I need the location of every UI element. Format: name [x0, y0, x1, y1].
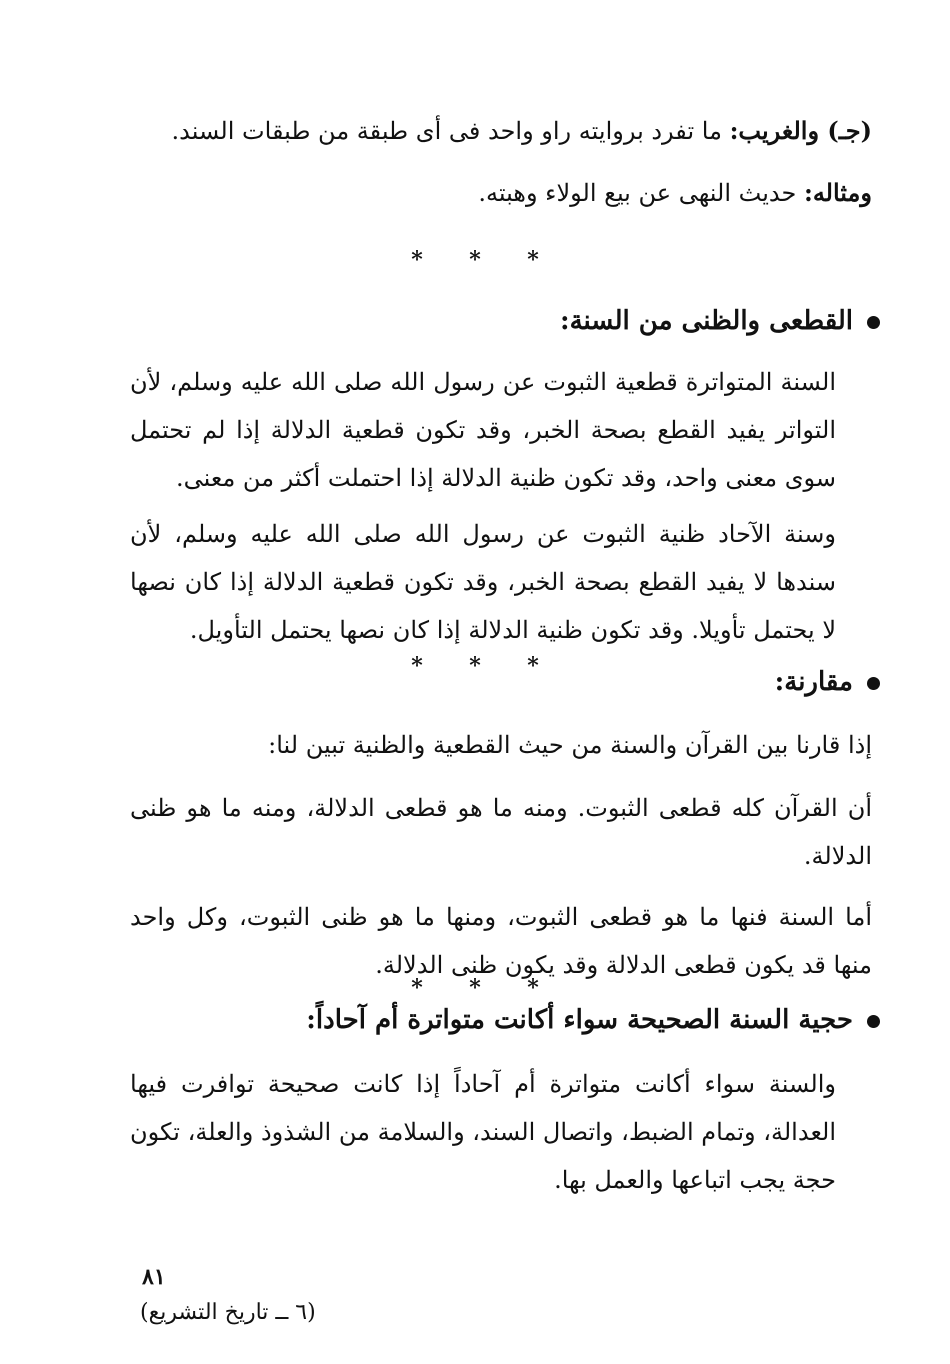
star-icon: * — [411, 247, 423, 273]
heading-muqarana-text: مقارنة: — [774, 667, 853, 697]
separator-1 — [0, 248, 950, 272]
bullet-icon — [867, 1015, 880, 1028]
star-icon: * — [527, 653, 539, 679]
footer-signature-note: (٦ ــ تاريخ التشريع) — [140, 1300, 316, 1325]
paragraph-sunna: أما السنة فنها ما هو قطعى الثبوت، ومنها ما هو ظنى الثبوت، وكل واحد منها قد يكون قطعى الدلالة وقد يكون ظنى الدلالة. — [130, 903, 872, 979]
paragraph-compare-intro: إذا قارنا بين القرآن والسنة من حيث القطعية والظنية تبين لنا: — [268, 731, 872, 759]
heading-hujjiya-text: حجية السنة الصحيحة سواء أكانت متواترة أم آحاداً: — [306, 1005, 853, 1035]
star-icon: * — [527, 247, 539, 273]
section-heading-qati — [120, 303, 880, 339]
bullet-icon — [867, 677, 880, 690]
gharib-example — [130, 176, 872, 210]
paragraph-quran: أن القرآن كله قطعى الثبوت. ومنه ما هو قطعى الدلالة، ومنه ما هو ظنى الدلالة. — [130, 794, 872, 870]
gharib-definition — [130, 114, 872, 148]
star-icon: * — [469, 247, 481, 273]
heading-qati-text: القطعى والظنى من السنة: — [560, 306, 853, 336]
bullet-icon — [867, 316, 880, 329]
star-icon: * — [411, 975, 423, 1001]
paragraph-hujjiya: والسنة سواء أكانت متواترة أم آحاداً إذا كانت صحيحة توافرت فيها العدالة، وتمام الضبط، واتصال السند، والسلامة من الشذوذ والعلة، تكون حجة يجب اتباعها والعمل بها. — [130, 1070, 836, 1194]
gharib-text: ما تفرد بروايته راو واحد فى أى طبقة من طبقات السند. — [171, 117, 722, 145]
gharib-example-text: حديث النهى عن بيع الولاء وهبته. — [478, 179, 797, 207]
paragraph-mutawatir: السنة المتواترة قطعية الثبوت عن رسول الله صلى الله عليه وسلم، لأن التواتر يفيد القطع بصحة الخبر، وقد تكون قطعية الدلالة إذا لم تحتمل سوى معنى واحد، وقد تكون ظنية الدلالة إذا احتملت أكثر من معنى. — [130, 368, 837, 492]
star-icon: * — [411, 653, 423, 679]
separator-3 — [0, 976, 950, 1000]
paragraph-ahad: وسنة الآحاد ظنية الثبوت عن رسول الله صلى الله عليه وسلم، لأن سندها لا يفيد القطع بصحة الخبر، وقد تكون قطعية الدلالة إذا كان نصها لا يحتمل تأويلا. وقد تكون ظنية الدلالة إذا كان نصها يحتمل التأويل. — [130, 520, 836, 644]
star-icon: * — [469, 653, 481, 679]
star-icon: * — [527, 975, 539, 1001]
page-number: ٨١ — [142, 1264, 166, 1290]
star-icon: * — [469, 975, 481, 1001]
gharib-example-label: ومثاله: — [803, 178, 872, 207]
gharib-label: (جـ) والغريب: — [729, 116, 872, 145]
section-heading-hujjiya — [120, 1002, 880, 1038]
section-heading-muqarana — [120, 664, 880, 700]
